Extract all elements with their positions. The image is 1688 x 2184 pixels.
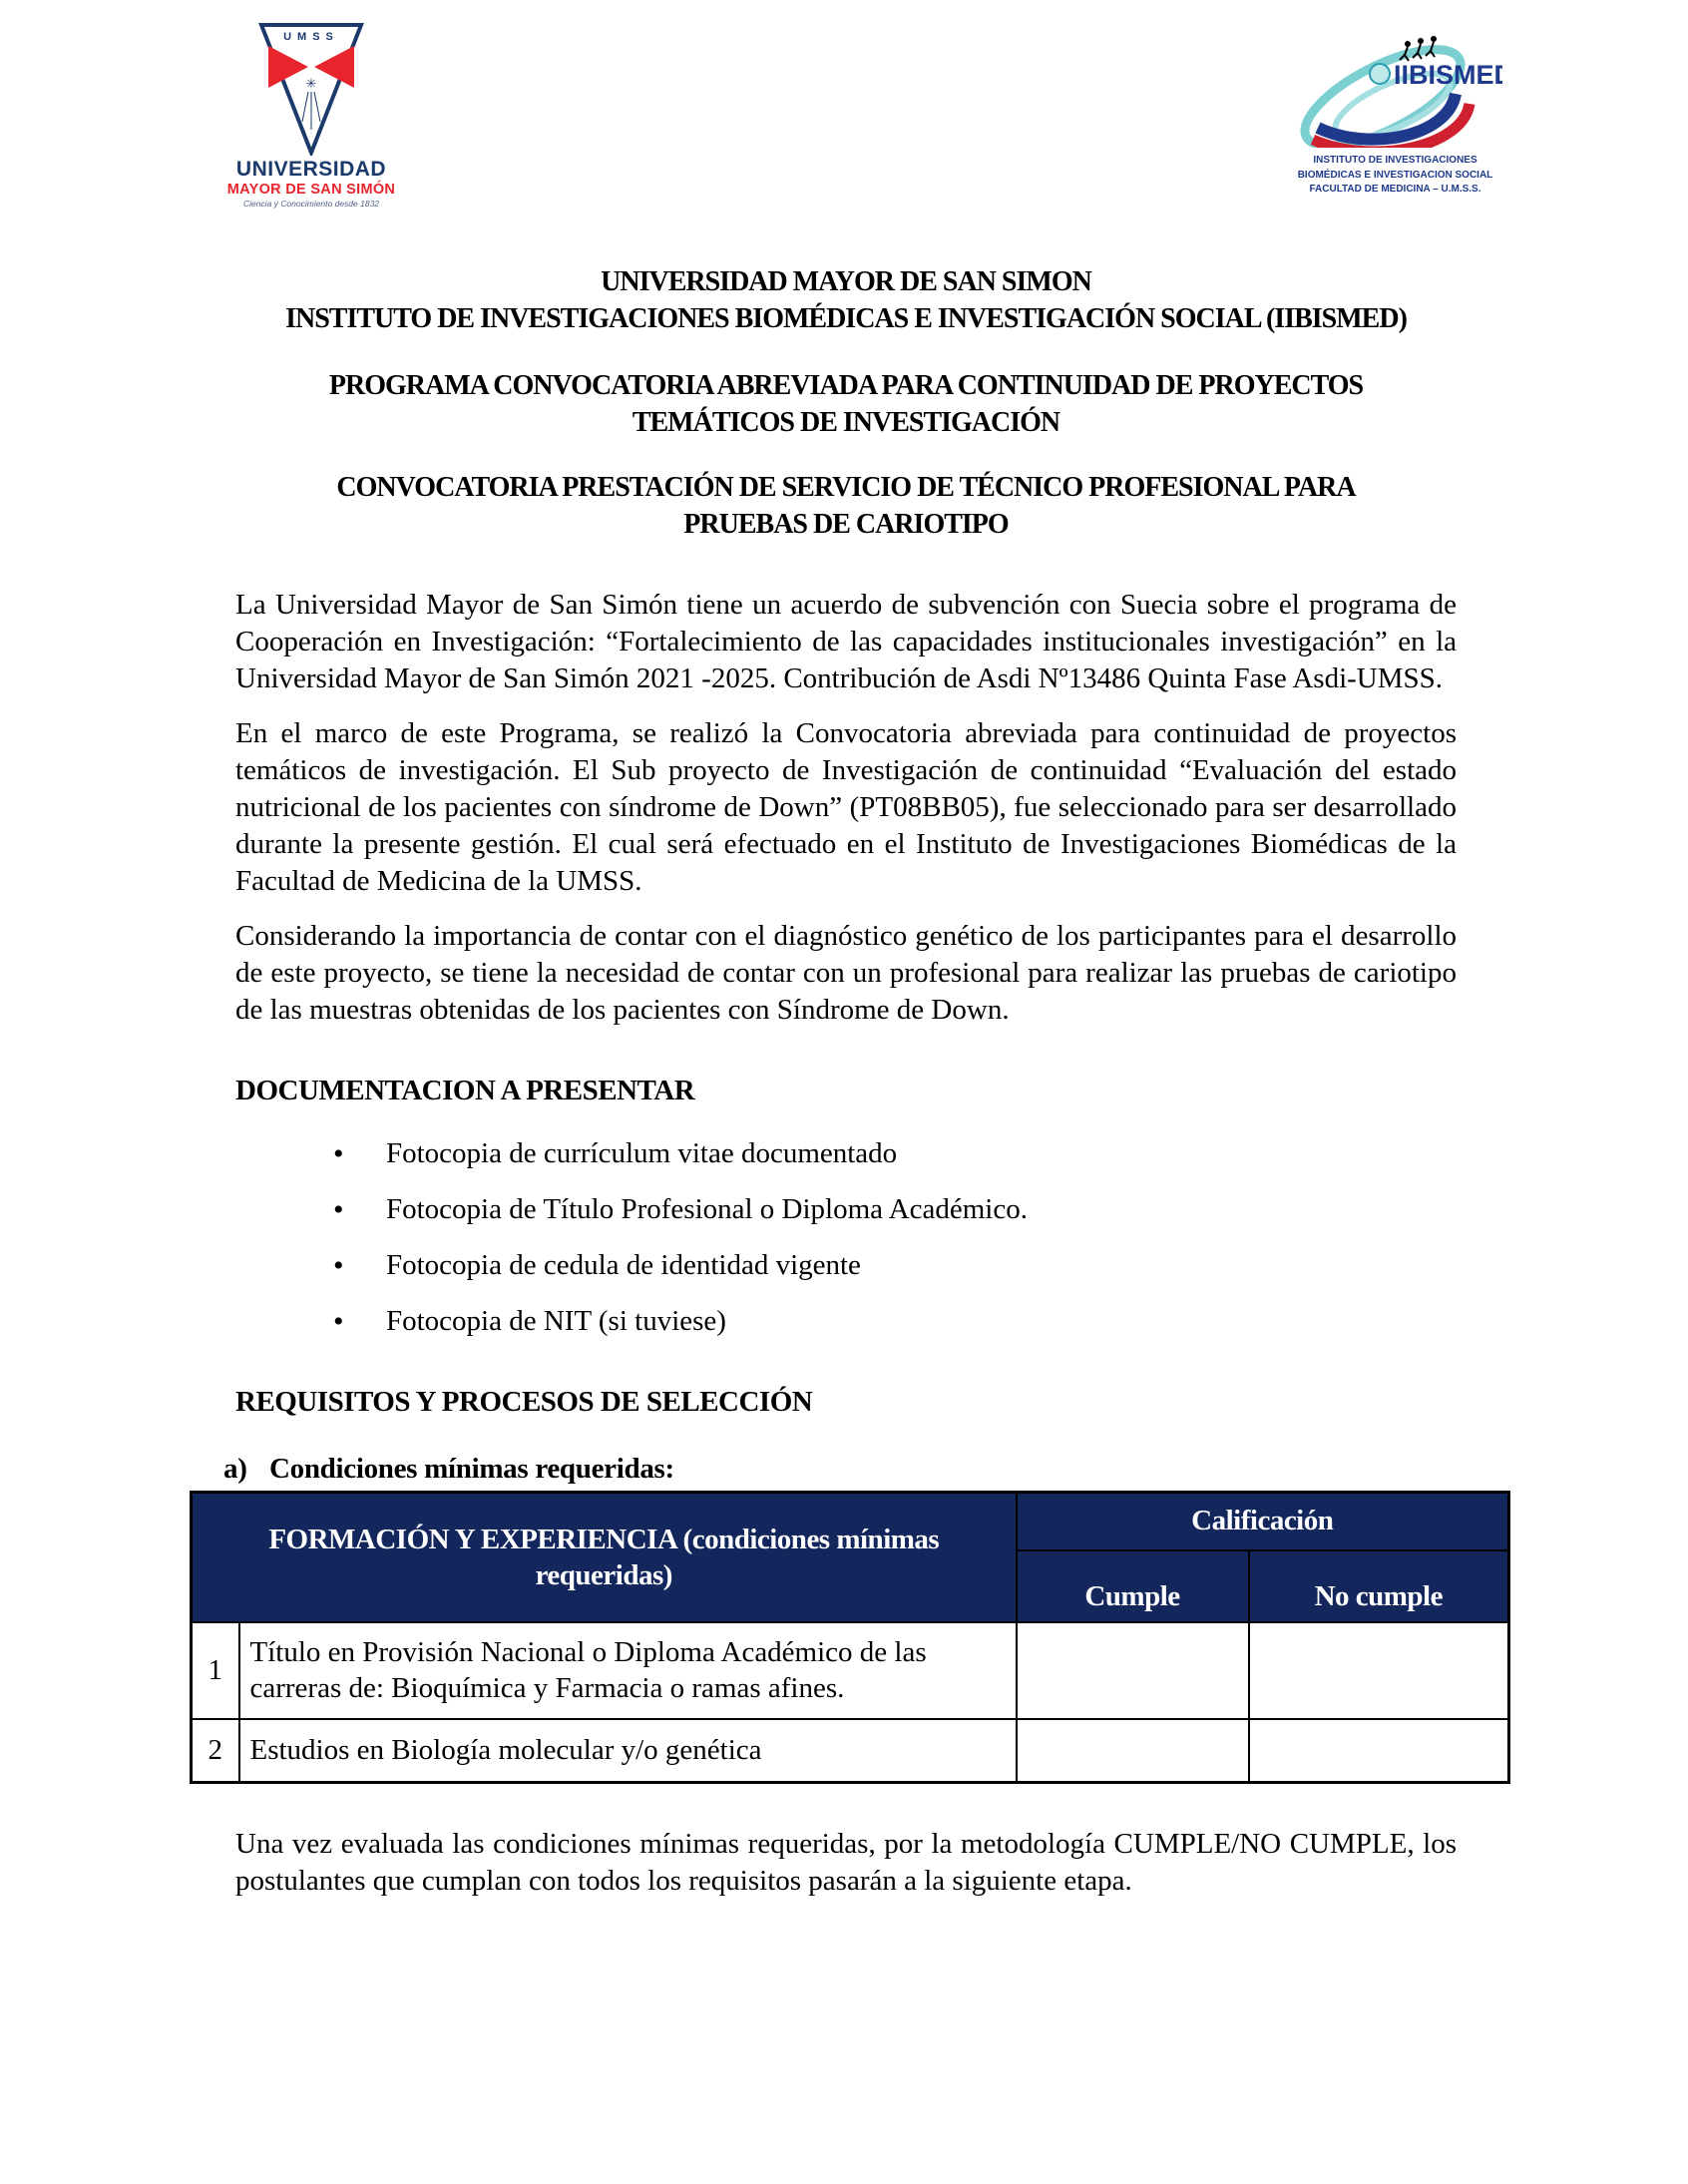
iibismed-logo: [1288, 36, 1502, 197]
header-logos: [0, 0, 1688, 209]
row-number-cell: 2: [192, 1719, 239, 1783]
table-header-calificacion: Calificación: [1017, 1493, 1509, 1550]
no-cumple-cell: [1249, 1719, 1509, 1783]
institute-title: INSTITUTO DE INVESTIGACIONES BIOMÉDICAS E INVESTIGACIÓN SOCIAL (IIBISMED): [285, 303, 1407, 334]
umss-logo-subname: MAYOR DE SAN SIMÓN: [226, 182, 396, 198]
subsection-title: Condiciones mínimas requeridas:: [269, 1453, 674, 1485]
column-header-cumple: Cumple: [1017, 1550, 1249, 1622]
requirement-cell: Estudios en Biología molecular y/o genética: [239, 1719, 1017, 1783]
subsection-letter: a): [223, 1453, 247, 1485]
document-checklist: [235, 1135, 1457, 1340]
row-number-cell: 1: [192, 1622, 239, 1719]
document-content: [0, 263, 1688, 1900]
list-item: • Fotocopia de currículum vitae documentado: [235, 1135, 1457, 1172]
column-header-no-cumple: No cumple: [1249, 1550, 1509, 1622]
section-heading-requisitos: REQUISITOS Y PROCESOS DE SELECCIÓN: [235, 1386, 813, 1418]
subsection-conditions: [223, 1453, 1457, 1486]
umss-logo-name: UNIVERSIDAD: [235, 158, 387, 181]
list-item: • Fotocopia de Título Profesional o Diploma Académico.: [235, 1191, 1457, 1228]
svg-text:✳: ✳: [305, 76, 317, 91]
closing-paragraph: Una vez evaluada las condiciones mínimas requeridas, por la metodología CUMPLE/NO CUMPLE, los postulantes que cumplan con todos los requisitos pasarán a la siguiente etapa.: [235, 1828, 1457, 1897]
cumple-cell: [1017, 1622, 1249, 1719]
table-row: [192, 1622, 1509, 1719]
program-paragraph: En el marco de este Programa, se realizó la Convocatoria abreviada para continuidad de proyectos temáticos de investigación. El Sub proyecto de Investigación de continuidad “Evaluación del estado nutricional de los pacientes con síndrome de Down” (PT08BB05), fue seleccionado para ser desarrollado durante la presente gestión. El cual será efectuado en el Instituto de Investigaciones Biomédicas de la Facultad de Medicina de la UMSS.: [235, 717, 1457, 897]
iibismed-logo-line1: INSTITUTO DE INVESTIGACIONES: [1313, 155, 1477, 166]
call-title: CONVOCATORIA PRESTACIÓN DE SERVICIO DE TÉCNICO PROFESIONAL PARA PRUEBAS DE CARIOTIPO: [336, 472, 1356, 540]
list-item: • Fotocopia de cedula de identidad vigente: [235, 1247, 1457, 1284]
umss-logo: [221, 22, 401, 209]
list-item: • Fotocopia de NIT (si tuviese): [235, 1303, 1457, 1340]
running-figures-icon: [1400, 36, 1437, 61]
requirements-table: [190, 1491, 1510, 1784]
requirement-cell: Título en Provisión Nacional o Diploma Académico de las carreras de: Bioquímica y Farmacia o ramas afines.: [239, 1622, 1017, 1719]
umss-logo-tagline: Ciencia y Conocimiento desde 1832: [242, 199, 380, 209]
no-cumple-cell: [1249, 1622, 1509, 1719]
table-header-formacion: FORMACIÓN Y EXPERIENCIA (condiciones mínimas requeridas): [192, 1493, 1017, 1622]
intro-paragraph: La Universidad Mayor de San Simón tiene un acuerdo de subvención con Suecia sobre el programa de Cooperación en Investigación: “Fortalecimiento de las capacidades institucionales investigación” en la Universidad Mayor de San Simón 2021 -2025. Contribución de Asdi Nº13486 Quinta Fase Asdi-UMSS.: [235, 589, 1457, 694]
iibismed-logo-line2: BIOMÉDICAS E INVESTIGACION SOCIAL: [1297, 169, 1493, 181]
iibismed-emblem-icon: [1288, 36, 1502, 148]
umss-pennant-icon: [258, 22, 364, 156]
institution-title-block: [235, 263, 1457, 337]
institution-title: UNIVERSIDAD MAYOR DE SAN SIMON: [601, 266, 1091, 297]
iibismed-logo-line3: FACULTAD DE MEDICINA – U.M.S.S.: [1309, 184, 1481, 195]
table-row: [192, 1719, 1509, 1783]
justification-paragraph: Considerando la importancia de contar con el diagnóstico genético de los participantes para el desarrollo de este proyecto, se tiene la necesidad de contar con un profesional para realizar las pruebas de cariotipo de las muestras obtenidas de los pacientes con Síndrome de Down.: [235, 920, 1457, 1026]
cumple-cell: [1017, 1719, 1249, 1783]
program-title: PROGRAMA CONVOCATORIA ABREVIADA PARA CONTINUIDAD DE PROYECTOS TEMÁTICOS DE INVESTIGACIÓN: [328, 370, 1364, 438]
iibismed-wordmark: IIBISMED: [1394, 60, 1502, 90]
svg-text:UMSS: UMSS: [283, 31, 339, 43]
section-heading-documentacion: DOCUMENTACION A PRESENTAR: [235, 1075, 695, 1106]
